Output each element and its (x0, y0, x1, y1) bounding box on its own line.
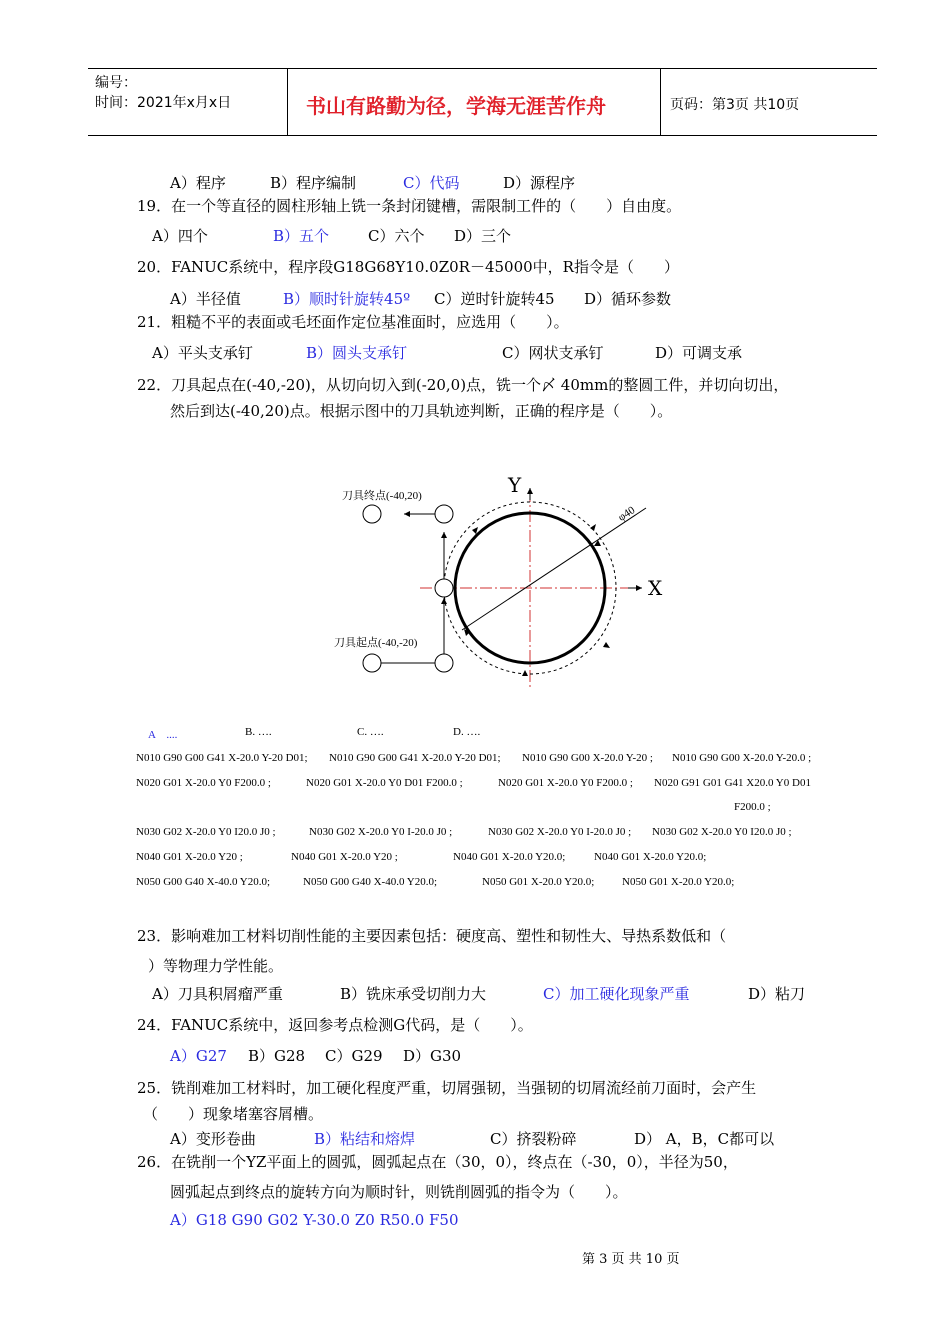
prog-r4-b: N040 G01 X-20.0 Y20 ; (291, 851, 398, 863)
tool-end-marker (363, 505, 381, 523)
prog-r5-a: N050 G00 G40 X-40.0 Y20.0; (136, 876, 271, 888)
q20-option-d: D）循环参数 (584, 290, 672, 308)
q23-text-line2: ）等物理力学性能。 (148, 957, 284, 975)
choice-header-a: A .... (148, 729, 178, 741)
page-footer: 第 3 页 共 10 页 (582, 1252, 680, 1267)
prog-r4-d: N040 G01 X-20.0 Y20.0; (594, 851, 707, 863)
prog-r1-d: N020 G91 G01 G41 X20.0 Y0 D01 (654, 777, 811, 789)
q20-option-b: B）顺时针旋转45º (283, 290, 411, 308)
q18-option-b: B）程序编制 (270, 174, 357, 192)
prog-r0-c: N010 G90 G00 X-20.0 Y-20 ; (522, 752, 653, 764)
prog-r0-d: N010 G90 G00 X-20.0 Y-20.0 ; (672, 752, 812, 764)
prog-r1-a: N020 G01 X-20.0 Y0 F200.0 ; (136, 777, 271, 789)
q25-text-line1: 25．铣削难加工材料时，加工硬化程度严重，切屑强韧，当强韧的切屑流经前刀面时，会产生 (137, 1079, 757, 1097)
header-number: 编号： (95, 75, 137, 91)
header-motto: 书山有路勤为径，学海无涯苦作舟 (306, 94, 606, 118)
q24-text: 24．FANUC系统中，返回参考点检测G代码，是（ ）。 (137, 1016, 533, 1034)
tool-mid-marker-bottom (435, 654, 453, 672)
q25-option-b: B）粘结和熔焊 (314, 1130, 416, 1148)
q19-option-c: C）六个 (368, 227, 425, 245)
q23-option-b: B）铣床承受切削力大 (340, 985, 487, 1003)
q18-option-d: D）源程序 (503, 174, 576, 192)
tool-end-label: 刀具终点(-40,20) (342, 490, 422, 502)
q19-option-b: B）五个 (273, 227, 330, 245)
q24-option-a: A）G27 (170, 1047, 227, 1065)
q21-text: 21．粗糙不平的表面或毛坯面作定位基准面时，应选用（ ）。 (137, 313, 569, 331)
prog-r0-a: N010 G90 G00 G41 X-20.0 Y-20 D01; (136, 752, 308, 764)
prog-r3-c: N030 G02 X-20.0 Y0 I-20.0 J0 ; (488, 826, 632, 838)
prog-r4-a: N040 G01 X-20.0 Y20 ; (136, 851, 243, 863)
q23-text-line1: 23．影响难加工材料切削性能的主要因素包括：硬度高、塑性和韧性大、导热系数低和（ (137, 927, 727, 945)
prog-r2-d: F200.0 ; (734, 801, 771, 813)
q19-text: 19．在一个等直径的圆柱形轴上铣一条封闭键槽，需限制工件的（ ）自由度。 (137, 197, 682, 215)
q22-text-line2: 然后到达(-40,20)点。根据示图中的刀具轨迹判断，正确的程序是（ ）。 (170, 402, 673, 420)
choice-header-d: D. …. (453, 726, 481, 738)
q25-option-d: D） A，B，C都可以 (634, 1130, 775, 1148)
q21-option-a: A）平头支承钉 (152, 344, 253, 362)
prog-r1-b: N020 G01 X-20.0 Y0 D01 F200.0 ; (306, 777, 463, 789)
q25-text-line2: （ ）现象堵塞容屑槽。 (143, 1105, 324, 1123)
x-axis-label: X (648, 576, 663, 600)
tool-start-marker (363, 654, 381, 672)
q26-text-line1: 26．在铣削一个YZ平面上的圆弧，圆弧起点在（30，0），终点在（-30，0），半径为50， (137, 1153, 738, 1171)
prog-r1-c: N020 G01 X-20.0 Y0 F200.0 ; (498, 777, 633, 789)
q21-option-d: D）可调支承 (655, 344, 743, 362)
prog-r5-b: N050 G00 G40 X-40.0 Y20.0; (303, 876, 438, 888)
q25-option-a: A）变形卷曲 (170, 1130, 256, 1148)
q24-option-c: C）G29 (325, 1047, 383, 1065)
q19-option-a: A）四个 (152, 227, 208, 245)
prog-r5-d: N050 G01 X-20.0 Y20.0; (622, 876, 735, 888)
tool-tangent-marker (435, 579, 453, 597)
direction-arrow-6 (594, 540, 601, 546)
direction-arrow-2 (603, 642, 610, 648)
diameter-label: φ40 (616, 504, 638, 524)
choice-header-b: B. …. (245, 726, 272, 738)
prog-r5-c: N050 G01 X-20.0 Y20.0; (482, 876, 595, 888)
q23-option-d: D）粘刀 (748, 985, 806, 1003)
q23-option-c: C）加工硬化现象严重 (543, 985, 690, 1003)
direction-arrow-1 (590, 524, 596, 531)
q22-text-line1: 22．刀具起点在(-40,-20)，从切向切入到(-20,0)点，铣一个〆 40mm的整圆工件，并切向切出， (137, 376, 789, 394)
choice-header-c: C. …. (357, 726, 384, 738)
prog-r3-b: N030 G02 X-20.0 Y0 I-20.0 J0 ; (309, 826, 453, 838)
header-time: 时间：2021年x月x日 (95, 95, 232, 111)
header-page: 页码：第3页 共10页 (670, 97, 800, 113)
prog-r0-b: N010 G90 G00 G41 X-20.0 Y-20 D01; (329, 752, 501, 764)
q18-option-a: A）程序 (170, 174, 226, 192)
q23-option-a: A）刀具积屑瘤严重 (152, 985, 283, 1003)
tool-start-label: 刀具起点(-40,-20) (334, 637, 418, 649)
q20-text: 20．FANUC系统中，程序段G18G68Y10.0Z0R－45000中，R指令是（ ） (137, 258, 679, 276)
q26-text-line2: 圆弧起点到终点的旋转方向为顺时针，则铣削圆弧的指令为（ ）。 (170, 1183, 628, 1201)
q18-option-c: C）代码 (403, 174, 460, 192)
q24-option-b: B）G28 (248, 1047, 306, 1065)
prog-r3-a: N030 G02 X-20.0 Y0 I20.0 J0 ; (136, 826, 276, 838)
q24-option-d: D）G30 (403, 1047, 462, 1065)
tool-mid-marker-top (435, 505, 453, 523)
q19-option-d: D）三个 (454, 227, 512, 245)
prog-r3-d: N030 G02 X-20.0 Y0 I20.0 J0 ; (652, 826, 792, 838)
q20-option-c: C）逆时针旋转45 (434, 290, 555, 308)
prog-r4-c: N040 G01 X-20.0 Y20.0; (453, 851, 566, 863)
q20-option-a: A）半径值 (170, 290, 241, 308)
q26-answer: A）G18 G90 G02 Y-30.0 Z0 R50.0 F50 (170, 1211, 459, 1229)
y-axis-label: Y (508, 473, 522, 497)
q21-option-b: B）圆头支承钉 (306, 344, 408, 362)
q21-option-c: C）网状支承钉 (502, 344, 604, 362)
direction-arrow-3 (522, 670, 528, 676)
q25-option-c: C）挤裂粉碎 (490, 1130, 577, 1148)
